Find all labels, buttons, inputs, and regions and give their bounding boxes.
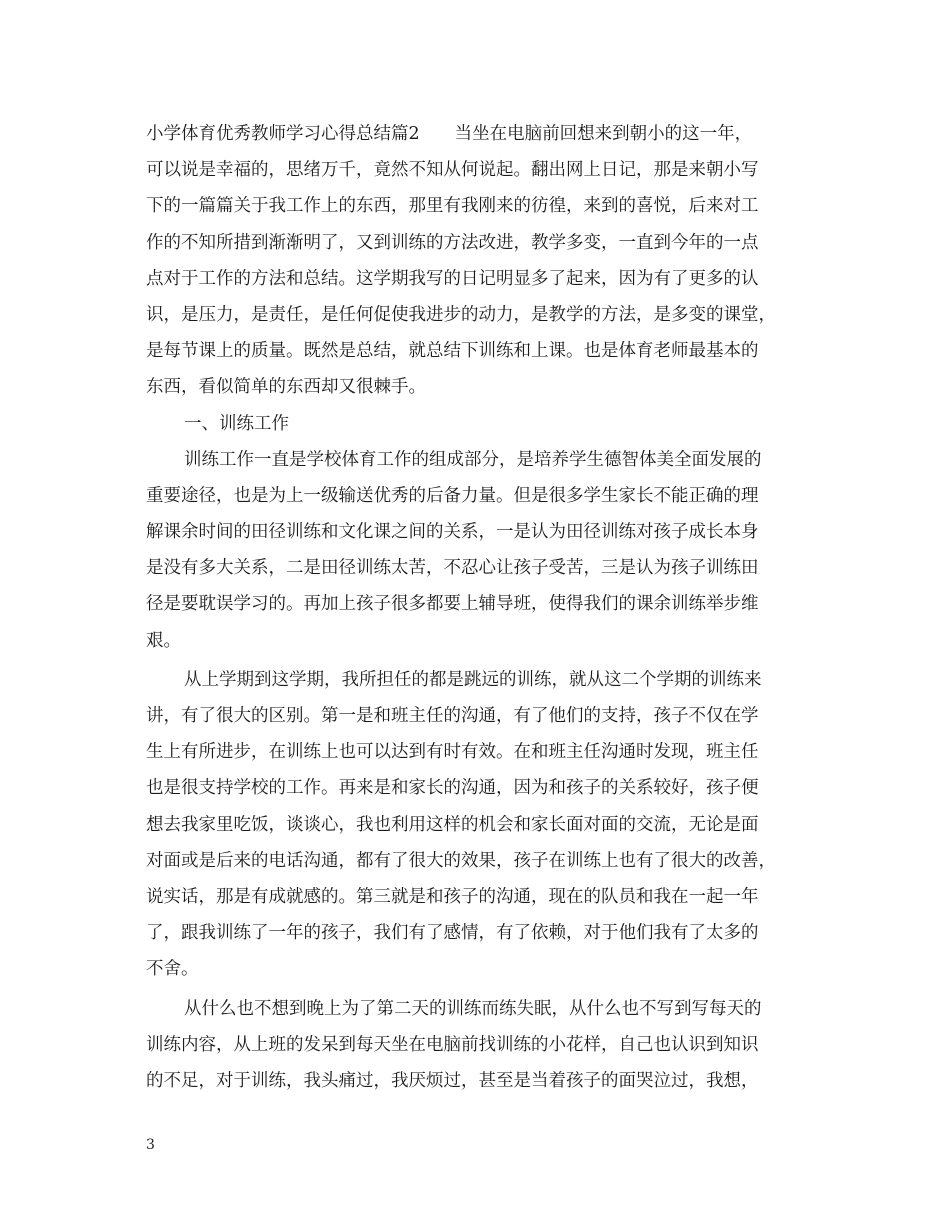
text-line: 重要途径，也是为上一级输送优秀的后备力量。但是很多学生家长不能正确的理 xyxy=(146,485,759,506)
text-line: 训练内容，从上班的发呆到每天坐在电脑前找训练的小花样，自己也认识到知识 xyxy=(146,1034,759,1055)
text-line: 说实话，那是有成就感的。第三就是和孩子的沟通，现在的队员和我在一起一年 xyxy=(146,886,759,907)
text-line: 东西，看似简单的东西却又很棘手。 xyxy=(146,377,426,398)
text-line: 生上有所进步，在训练上也可以达到有时有效。在和班主任沟通时发现，班主任 xyxy=(146,742,759,763)
text-line: 训练工作一直是学校体育工作的组成部分，是培养学生德智体美全面发展的 xyxy=(184,449,762,470)
document-body xyxy=(146,116,806,1099)
page-number: 3 xyxy=(146,1137,155,1153)
text-line: 径是要耽误学习的。再加上孩子很多都要上辅导班，使得我们的课余训练举步维 xyxy=(146,594,759,615)
section-heading: 一、训练工作 xyxy=(184,413,289,434)
text-line: 作的不知所措到渐渐明了，又到训练的方法改进，教学多变，一直到今年的一点 xyxy=(146,232,759,253)
text-line: 从什么也不想到晚上为了第二天的训练而练失眠，从什么也不写到写每天的 xyxy=(184,998,762,1019)
text-line: 下的一篇篇关于我工作上的东西，那里有我刚来的彷徨，来到的喜悦，后来对工 xyxy=(146,196,759,217)
text-line: 不舍。 xyxy=(146,959,199,980)
text-line: 从上学期到这学期，我所担任的都是跳远的训练，就从这二个学期的训练来 xyxy=(184,669,762,690)
text-line: 也是很支持学校的工作。再来是和家长的沟通，因为和孩子的关系较好，孩子便 xyxy=(146,778,759,799)
text-line: 是每节课上的质量。既然是总结，就总结下训练和上课。也是体育老师最基本的 xyxy=(146,341,759,362)
text-line: 的不足，对于训练，我头痛过，我厌烦过，甚至是当着孩子的面哭泣过，我想， xyxy=(146,1070,759,1091)
text-line: 可以说是幸福的，思绪万千，竟然不知从何说起。翻出网上日记，那是来朝小写 xyxy=(146,160,759,181)
text-line: 小学体育优秀教师学习心得总结篇2 当坐在电脑前回想来到朝小的这一年， xyxy=(146,124,753,144)
text-line: 点对于工作的方法和总结。这学期我写的日记明显多了起来，因为有了更多的认 xyxy=(146,268,759,289)
text-line: 想去我家里吃饭，谈谈心，我也利用这样的机会和家长面对面的交流，无论是面 xyxy=(146,814,759,835)
text-line: 艰。 xyxy=(146,630,181,651)
text-line: 解课余时间的田径训练和文化课之间的关系，一是认为田径训练对孩子成长本身 xyxy=(146,522,759,543)
text-line: 讲，有了很大的区别。第一是和班主任的沟通，有了他们的支持，孩子不仅在学 xyxy=(146,706,759,726)
text-line: 对面或是后来的电话沟通，都有了很大的效果，孩子在训练上也有了很大的改善， xyxy=(146,850,776,871)
text-line: 是没有多大关系，二是田径训练太苦，不忍心让孩子受苦，三是认为孩子训练田 xyxy=(146,558,759,579)
text-line: 了，跟我训练了一年的孩子，我们有了感情，有了依赖，对于他们我有了太多的 xyxy=(146,923,759,944)
text-line: 识，是压力，是责任，是任何促使我进步的动力，是教学的方法，是多变的课堂， xyxy=(146,304,776,325)
